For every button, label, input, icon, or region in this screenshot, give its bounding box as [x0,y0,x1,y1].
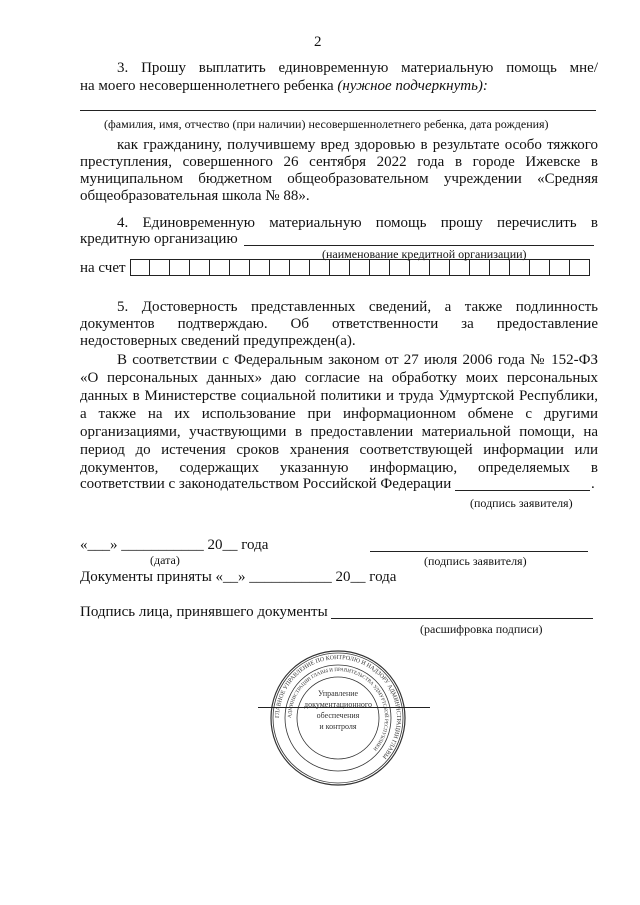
stamp-center-line: обеспечения [316,711,360,720]
item4-line2: кредитную организацию [80,231,238,247]
consent-line: документов, содержащих указанную информацию, определяемых в [80,460,598,476]
stamp-signature-stroke [258,707,430,708]
item4-line1: 4. Единовременную материальную помощь прошу перечислить в [117,215,598,231]
documents-accepted-field[interactable]: Документы приняты «__» ___________ 20__ года [80,569,397,585]
item5-line: 5. Достоверность представленных сведений, а также подлинность [117,299,598,315]
stamp-center-line: Управление [317,689,359,698]
consent-line: данных в Министерстве социальной политики и труда Удмуртской Республики, [80,388,598,404]
consent-signature-field[interactable] [455,490,590,491]
item3-line1: 3. Прошу выплатить единовременную материальную помощь мне/ [117,60,598,76]
date-caption: (дата) [150,553,180,567]
credit-org-field[interactable] [244,245,594,246]
account-number-cells[interactable] [130,259,590,276]
consent-line: а также на их использование при информационном обмене с другими [80,406,598,422]
consent-last-line: соответствии с законодательством Российской Федерации [80,476,452,492]
stamp-inner-ring: АДМИНИСТРАЦИИ ГЛАВЫ И ПРАВИТЕЛЬСТВА УДМУРТСКОЙ РЕСПУБЛИКИ [287,667,389,752]
item3-line2 [80,78,488,95]
item3-para-line: как гражданину, получившему вред здоровью в результате особо тяжкого [117,137,598,153]
item5-line: недостоверных сведений предупрежден(а). [80,333,356,349]
account-label: на счет [80,260,126,276]
credit-org-caption: (наименование кредитной организации) [322,247,527,261]
acceptor-label: Подпись лица, принявшего документы [80,604,328,620]
acceptor-signature-field[interactable] [331,618,593,619]
stamp-outer-ring: ГЛАВНОЕ УПРАВЛЕНИЕ ПО КОНТРОЛЮ И НАДЗОРУ АДМИНИСТРАЦИИ ГЛАВЫ [274,654,402,760]
item3-line2-start: на моего несовершеннолетнего ребенка [80,78,338,94]
item3-para-line: муниципальном бюджетном общеобразовательном учреждении «Средняя [80,171,598,187]
consent-line: период до истечения сроков хранения соответствующей информации или [80,442,598,458]
child-name-field[interactable] [80,110,596,111]
applicant-signature-field[interactable] [370,551,588,552]
child-name-caption: (фамилия, имя, отчество (при наличии) несовершеннолетнего ребенка, дата рождения) [104,117,549,131]
stamp-center-line: и контроля [319,722,357,731]
item3-line2-italic: (нужное подчеркнуть): [337,78,488,94]
stamp-center-line: документационного [304,700,372,709]
applicant-signature-caption: (подпись заявителя) [424,554,527,568]
acceptor-caption: (расшифровка подписи) [420,622,543,636]
item3-para-line: общеобразовательная школа № 88». [80,188,310,204]
consent-last-end: . [591,476,595,492]
consent-line: организациями, участвующими в предоставлении материальной помощи, на [80,424,598,440]
page-number: 2 [314,34,322,50]
item5-line: документов подтверждаю. Об ответственности за предоставление [80,316,598,332]
item3-para-line: преступления, совершенного 26 сентября 2022 года в городе Ижевске в [80,154,598,170]
consent-line: В соответствии с Федеральным законом от 27 июля 2006 года № 152-ФЗ [117,352,598,368]
official-stamp [268,648,408,788]
consent-signature-caption: (подпись заявителя) [470,496,573,510]
date-field[interactable]: «___» ___________ 20__ года [80,537,269,553]
consent-line: «О персональных данных» даю согласие на обработку моих персональных [80,370,598,386]
